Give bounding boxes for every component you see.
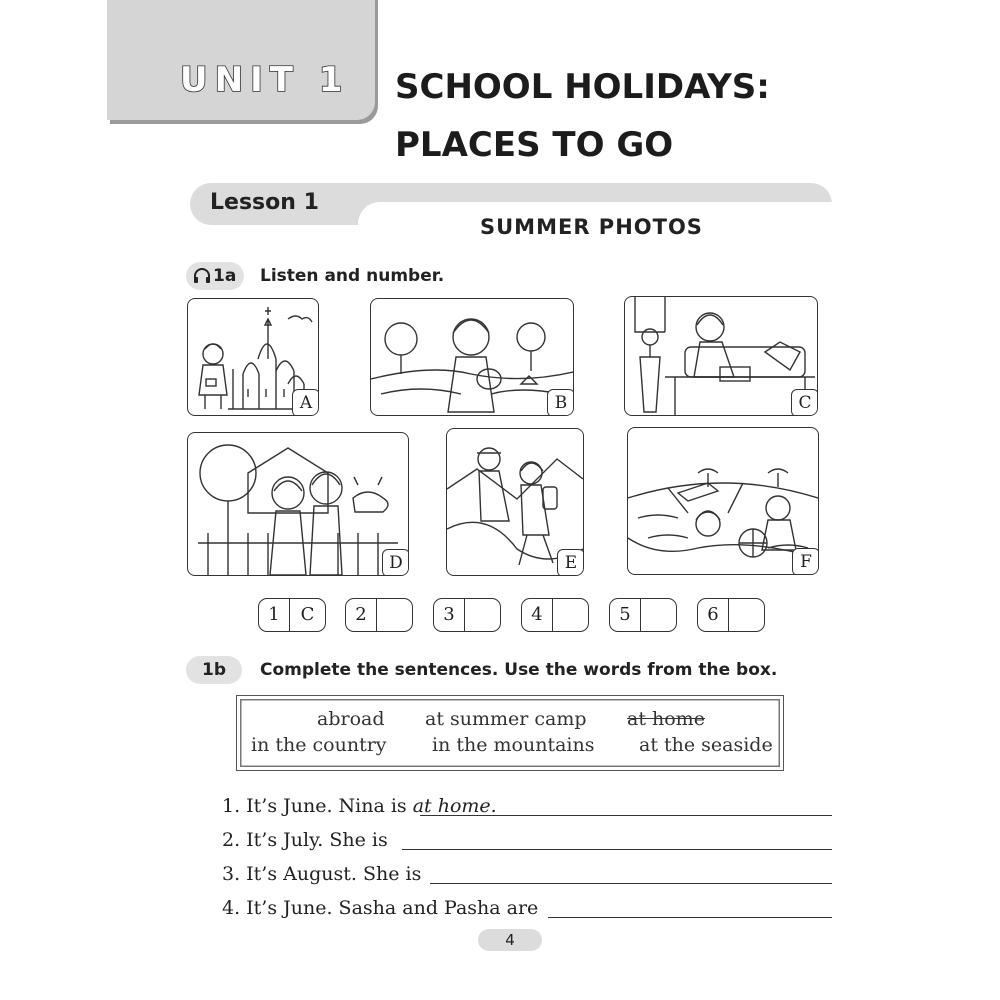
picture-d-letter: D (382, 549, 409, 576)
word-at-summer-camp: at summer camp (425, 708, 587, 730)
sentence-2 (222, 829, 388, 851)
answer-value[interactable] (553, 599, 588, 631)
answer-number: 6 (698, 599, 729, 631)
answer-line-1[interactable] (420, 815, 832, 816)
task-1a-number: 1a (213, 266, 237, 286)
picture-a-letter: A (292, 389, 319, 416)
sofa-illustration (625, 297, 817, 415)
picture-a (187, 298, 319, 416)
picture-e-letter: E (557, 549, 584, 576)
seaside-illustration (628, 428, 818, 574)
unit-title (395, 58, 770, 174)
picture-c (624, 296, 818, 416)
sentence-1 (222, 795, 497, 817)
answer-box-2[interactable] (345, 598, 413, 632)
sentence-answer[interactable]: at home. (412, 795, 497, 817)
word-abroad: abroad (317, 708, 385, 730)
picture-e (446, 428, 584, 576)
picture-b (370, 298, 574, 416)
sentence-text: 4. It’s June. Sasha and Pasha are (222, 897, 539, 919)
answer-box-6[interactable] (697, 598, 765, 632)
answer-line-2[interactable] (402, 849, 832, 850)
answer-box-5[interactable] (609, 598, 677, 632)
sentence-4 (222, 897, 538, 919)
word-at-home-crossed: at home (627, 708, 705, 730)
answer-value[interactable] (465, 599, 500, 631)
village-illustration (188, 433, 408, 575)
word-at-the-seaside: at the seaside (639, 734, 773, 756)
sentence-3 (222, 863, 421, 885)
word-box (236, 695, 784, 771)
word-in-the-country: in the country (251, 734, 387, 756)
page-number: 4 (478, 929, 542, 951)
answer-value[interactable] (641, 599, 676, 631)
picture-d (187, 432, 409, 576)
answer-box-1[interactable] (258, 598, 326, 632)
answer-number: 2 (346, 599, 377, 631)
sentence-text: 2. It’s July. She is (222, 829, 388, 851)
lesson-title: SUMMER PHOTOS (480, 215, 703, 239)
picture-c-letter: C (791, 389, 818, 416)
answer-box-4[interactable] (521, 598, 589, 632)
picture-b-letter: B (547, 389, 574, 416)
answer-number: 5 (610, 599, 641, 631)
sentence-text: 1. It’s June. Nina is (222, 795, 413, 817)
unit-title-line2: PLACES TO GO (395, 125, 674, 165)
answer-number: 1 (259, 599, 290, 631)
task-1b-badge: 1b (186, 656, 242, 684)
answer-box-3[interactable] (433, 598, 501, 632)
word-in-the-mountains: in the mountains (432, 734, 595, 756)
picture-f-letter: F (792, 548, 819, 575)
picture-f (627, 427, 819, 575)
unit-title-line1: SCHOOL HOLIDAYS: (395, 67, 770, 107)
answer-number: 4 (522, 599, 553, 631)
task-1b-instruction: Complete the sentences. Use the words from the box. (260, 660, 778, 680)
lesson-label: Lesson 1 (210, 190, 319, 215)
answer-value[interactable] (729, 599, 764, 631)
unit-label: UNIT 1 (180, 60, 350, 100)
answer-line-4[interactable] (548, 917, 832, 918)
answer-line-3[interactable] (430, 883, 832, 884)
answer-number: 3 (434, 599, 465, 631)
answer-value[interactable] (377, 599, 412, 631)
task-1a-instruction: Listen and number. (260, 266, 445, 286)
answer-value[interactable]: C (300, 604, 315, 625)
countryside-illustration (371, 299, 573, 415)
sentence-text: 3. It’s August. She is (222, 863, 422, 885)
task-1a-badge (186, 262, 244, 290)
headphones-icon (193, 267, 211, 285)
